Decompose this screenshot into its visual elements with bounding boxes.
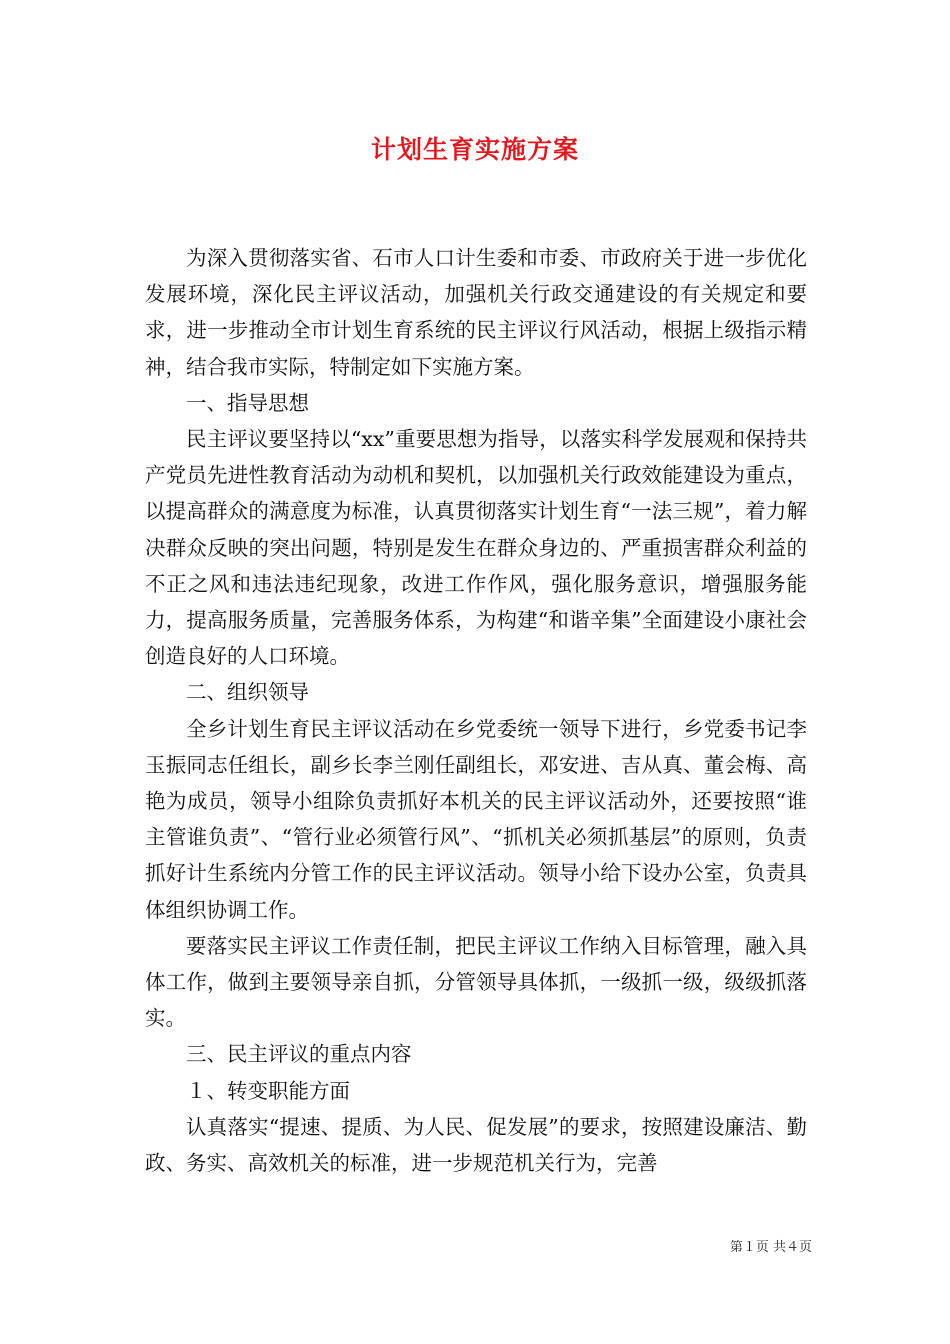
paragraph-responsibility: 要落实民主评议工作责任制，把民主评议工作纳入目标管理，融入具体工作，做到主要领导亲自抓，分管领导具体抓，一级抓一级，级级抓落实。: [145, 933, 807, 1031]
section-heading-organization: 二、组织领导: [186, 680, 309, 705]
paragraph-functions: 认真落实“提速、提质、为人民、促发展”的要求，按照建设廉洁、勤政、务实、高效机关的标准，进一步规范机关行为，完善: [145, 1114, 807, 1176]
document-title: 计划生育实施方案: [370, 135, 579, 164]
section-heading-guiding-ideology: 一、指导思想: [186, 390, 309, 415]
subsection-heading-functions: １、转变职能方面: [186, 1078, 350, 1103]
paragraph-guiding-ideology: 民主评议要坚持以“xx”重要思想为指导，以落实科学发展观和保持共产党员先进性教育活动为动机和契机，以加强机关行政效能建设为重点，以提高群众的满意度为标准，认真贯彻落实计划生育“一法三规”，着力解决群众反映的突出问题，特别是发生在群众身边的、严重损害群众利益的不正之风和违法违纪现象，改进工作作风，强化服务意识，增强服务能力，提高服务质量，完善服务体系，为构建“和谐辛集”全面建设小康社会创造良好的人口环境。: [145, 427, 807, 669]
page-indicator: 第１页 共４页: [729, 1240, 812, 1255]
paragraph-organization: 全乡计划生育民主评议活动在乡党委统一领导下进行，乡党委书记李玉振同志任组长，副乡长李兰刚任副组长，邓安进、吉从真、董会梅、高艳为成员，领导小组除负责抓好本机关的民主评议活动外，还要按照“谁主管谁负责”、“管行业必须管行风”、“抓机关必须抓基层”的原则，负责抓好计生系统内分管工作的民主评议活动。领导小给下设办公室，负责具体组织协调工作。: [145, 716, 807, 922]
section-heading-key-content: 三、民主评议的重点内容: [186, 1042, 412, 1067]
document-body: [145, 240, 807, 1181]
paragraph-intro: 为深入贯彻落实省、石市人口计生委和市委、市政府关于进一步优化发展环境，深化民主评议活动，加强机关行政交通建设的有关规定和要求，进一步推动全市计划生育系统的民主评议行风活动，根据上级指示精神，结合我市实际，特制定如下实施方案。: [145, 246, 807, 379]
